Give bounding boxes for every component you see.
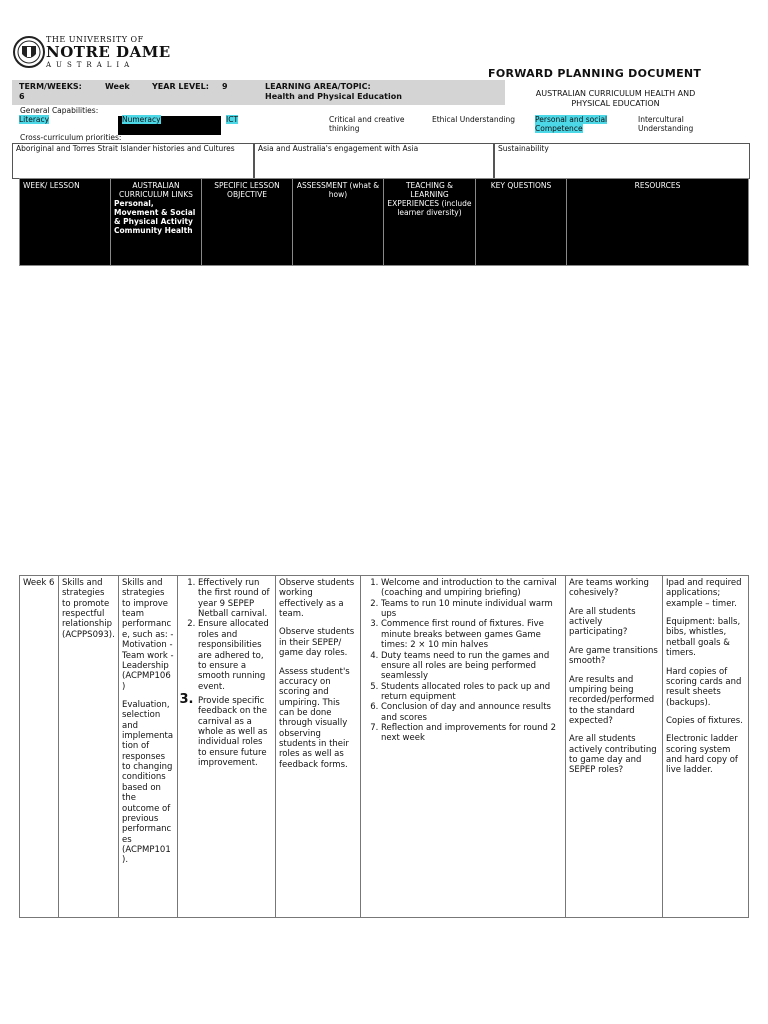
curriculum-link-item: Skills and strategies to improve team performance, such as: - Motivation -Team work -Leadership (ACPMP106): [122, 578, 174, 692]
planning-content-table: [19, 575, 749, 918]
resource-item: Equipment: balls, bibs, whistles, netball goals & timers.: [666, 617, 741, 659]
column-header-resources: RESOURCES: [567, 179, 749, 266]
document-title: FORWARD PLANNING DOCUMENT: [488, 67, 702, 80]
resource-item: Electronic ladder scoring system and hard copy of live ladder.: [666, 734, 738, 776]
resource-item: Hard copies of scoring cards and result sheets (backups).: [666, 666, 742, 708]
learning-area-label: LEARNING AREA/TOPIC:: [265, 82, 371, 91]
planning-header-table: [19, 178, 749, 266]
curriculum-link-item: Evaluation, selection and implementation of responses to changing conditions based on the outcome of previous performances (ACPMP101).: [122, 699, 174, 866]
capability-personal-social: Personal and social Competence: [535, 115, 608, 133]
general-capabilities-label: General Capabilities:: [20, 106, 99, 115]
cross-curriculum-asia: Asia and Australia's engagement with Asia: [254, 143, 494, 179]
column-header-assessment: ASSESSMENT (what & how): [293, 179, 384, 266]
experience-item: 3. Commence first round of fixtures. Five minute breaks between games Game times: 2 × 10 min halves: [381, 619, 562, 650]
column-header-curriculum-sub: Personal, Movement & Social & Physical Activity Community Health: [114, 199, 196, 235]
experience-item: 4. Duty teams need to run the games and ensure all roles are being performed seamlessly: [381, 651, 562, 682]
capability-critical-thinking: Critical and creative thinking: [329, 115, 405, 133]
assessment-item: Assess student's accuracy on scoring and umpiring. This can be done through visually observing students in their roles as well as feedback forms.: [279, 666, 350, 770]
curriculum-links-cell-a: Skills and strategies to promote respectful relationship (ACPPS093).: [59, 576, 119, 918]
capability-numeracy: Numeracy: [122, 115, 161, 124]
logo-line-2: NOTRE DAME: [46, 43, 171, 61]
cross-curriculum-aboriginal: Aboriginal and Torres Strait Islander histories and Cultures: [12, 143, 254, 179]
learning-area-value: Health and Physical Education: [265, 92, 402, 101]
week-value: 6: [19, 92, 25, 101]
document-subtitle: AUSTRALIAN CURRICULUM HEALTH AND PHYSICAL EDUCATION: [535, 89, 696, 108]
experience-item: 5. Students allocated roles to pack up and return equipment: [381, 682, 562, 703]
objective-item: 3. Provide specific feedback on the carnival as a whole as well as individual roles to ensure future improvement.: [198, 692, 272, 769]
term-info-bar: [12, 80, 505, 105]
experience-item: 7. Reflection and improvements for round 2 next week: [381, 723, 562, 744]
column-header-week: WEEK/ LESSON: [20, 179, 111, 266]
column-header-objective: SPECIFIC LESSON OBJECTIVE: [202, 179, 293, 266]
experience-item: 6. Conclusion of day and announce results and scores: [381, 702, 562, 723]
experiences-cell: [361, 576, 566, 918]
question-item: Are results and umpiring being recorded/performed to the standard expected?: [569, 674, 655, 726]
resources-cell: [663, 576, 749, 918]
week-label: Week: [105, 82, 130, 91]
objectives-cell: [178, 576, 276, 918]
column-header-curriculum-title: AUSTRALIAN CURRICULUM LINKS: [119, 181, 193, 199]
curriculum-links-cell-b: [119, 576, 178, 918]
assessment-cell: [276, 576, 361, 918]
column-header-questions: KEY QUESTIONS: [476, 179, 567, 266]
key-questions-cell: [566, 576, 663, 918]
objective-item: 2. Ensure allocated roles and responsibilities are adhered to, to ensure a smooth running event.: [198, 619, 272, 692]
cross-curriculum-label: Cross-curriculum priorities:: [20, 133, 122, 142]
column-header-experiences: TEACHING & LEARNING EXPERIENCES (include learner diversity): [384, 179, 476, 266]
question-item: Are all students actively participating?: [569, 606, 636, 638]
experience-item: 1. Welcome and introduction to the carnival (coaching and umpiring briefing): [381, 578, 562, 599]
cross-curriculum-sustainability: Sustainability: [494, 143, 750, 179]
resource-item: Copies of fixtures.: [666, 715, 743, 726]
question-item: Are game transitions smooth?: [569, 645, 658, 667]
capability-ict: ICT: [226, 115, 239, 124]
logo-line-3: AUSTRALIA: [46, 61, 135, 69]
capability-intercultural: Intercultural Understanding: [638, 115, 694, 133]
year-level-label: YEAR LEVEL:: [152, 82, 209, 91]
experience-item: 2. Teams to run 10 minute individual warm ups: [381, 599, 562, 620]
university-wordmark: [46, 36, 171, 69]
logo-line-1: THE UNIVERSITY OF: [46, 35, 144, 44]
assessment-item: Observe students in their SEPEP/ game day roles.: [279, 627, 355, 659]
question-item: Are teams working cohesively?: [569, 578, 649, 599]
term-label: TERM/WEEKS:: [19, 82, 82, 91]
capability-literacy: Literacy: [19, 115, 50, 124]
assessment-item: Observe students working effectively as a team.: [279, 578, 355, 620]
year-level-value: 9: [222, 82, 228, 91]
table-row: [20, 576, 749, 918]
week-cell: Week 6: [20, 576, 59, 918]
resource-item: Ipad and required applications; example – timer.: [666, 578, 742, 609]
objective-item: 1. Effectively run the first round of year 9 SEPEP Netball carnival.: [198, 578, 272, 619]
capability-ethical: Ethical Understanding: [432, 115, 515, 124]
column-header-curriculum: [111, 179, 202, 266]
question-item: Are all students actively contributing to game day and SEPEP roles?: [569, 734, 657, 776]
